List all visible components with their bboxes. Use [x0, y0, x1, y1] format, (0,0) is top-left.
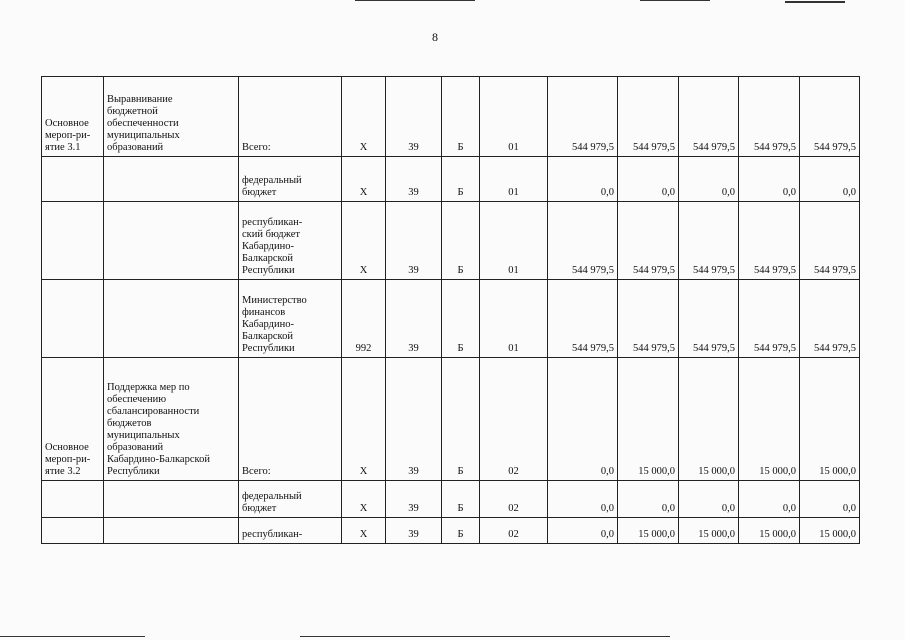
description-line: обеспечению [107, 394, 167, 405]
value-cell-4: 15 000,0 [739, 358, 800, 481]
event-cell [42, 202, 104, 280]
pr-cell: Б [442, 77, 480, 157]
grbs-cell: Х [342, 518, 386, 544]
value-cell-3: 0,0 [679, 481, 739, 518]
grbs-cell: 992 [342, 280, 386, 358]
value-cell-4: 544 979,5 [739, 280, 800, 358]
value-cell-5: 544 979,5 [800, 77, 860, 157]
funding-source-line: республикан- [242, 217, 303, 228]
value-cell-3: 544 979,5 [679, 77, 739, 157]
value-cell-4: 544 979,5 [739, 77, 800, 157]
funding-source-line: бюджет [242, 187, 277, 198]
rz-cell: 39 [386, 518, 442, 544]
grbs-cell: Х [342, 481, 386, 518]
funding-source-line: республикан- [242, 529, 303, 540]
funding-source-line: Республики [242, 343, 295, 354]
description-cell [104, 77, 239, 157]
event-cell [42, 518, 104, 544]
event-cell [42, 481, 104, 518]
value-cell-5: 0,0 [800, 157, 860, 202]
grbs-cell: Х [342, 77, 386, 157]
funding-source-line: ский бюджет [242, 229, 300, 240]
pr-cell: Б [442, 518, 480, 544]
value-cell-1: 0,0 [548, 518, 618, 544]
funding-source-line: Балкарской [242, 331, 293, 342]
description-line: бюджетов [107, 418, 152, 429]
rz-cell: 39 [386, 202, 442, 280]
description-line: муниципальных [107, 130, 180, 141]
value-cell-4: 544 979,5 [739, 202, 800, 280]
funding-source-cell [239, 358, 342, 481]
funding-source-cell [239, 518, 342, 544]
event-line: Основное [45, 442, 89, 453]
funding-source-line: Министерство [242, 295, 307, 306]
value-cell-2: 544 979,5 [618, 202, 679, 280]
grbs-cell: Х [342, 202, 386, 280]
value-cell-2: 544 979,5 [618, 280, 679, 358]
funding-source-line: финансов [242, 307, 286, 318]
pr-cell: Б [442, 481, 480, 518]
budget-table [41, 76, 860, 544]
event-cell [42, 77, 104, 157]
value-cell-3: 0,0 [679, 157, 739, 202]
description-line: Выравнивание [107, 94, 173, 105]
description-line: обеспеченности [107, 118, 179, 129]
scan-line-bottom-right [300, 636, 670, 637]
funding-source-line: федеральный [242, 175, 302, 186]
event-cell [42, 358, 104, 481]
cs-cell: 02 [480, 518, 548, 544]
event-line: ятие 3.2 [45, 466, 81, 477]
pr-cell: Б [442, 202, 480, 280]
cs-cell: 01 [480, 202, 548, 280]
grbs-cell: Х [342, 358, 386, 481]
value-cell-3: 15 000,0 [679, 358, 739, 481]
event-cell [42, 157, 104, 202]
value-cell-2: 544 979,5 [618, 77, 679, 157]
table-row [42, 202, 860, 280]
description-line: сбалансированности [107, 406, 200, 417]
description-cell [104, 280, 239, 358]
value-cell-4: 15 000,0 [739, 518, 800, 544]
description-line: образований [107, 442, 164, 453]
grbs-cell: Х [342, 157, 386, 202]
description-line: Кабардино-Балкарской [107, 454, 210, 465]
description-cell [104, 202, 239, 280]
funding-source-line: Всего: [242, 466, 271, 477]
value-cell-1: 0,0 [548, 481, 618, 518]
table-row [42, 518, 860, 544]
page-number: 8 [432, 30, 438, 44]
value-cell-5: 544 979,5 [800, 202, 860, 280]
rz-cell: 39 [386, 481, 442, 518]
value-cell-1: 0,0 [548, 157, 618, 202]
description-cell [104, 157, 239, 202]
value-cell-2: 15 000,0 [618, 358, 679, 481]
value-cell-2: 0,0 [618, 481, 679, 518]
funding-source-line: Республики [242, 265, 295, 276]
value-cell-1: 0,0 [548, 358, 618, 481]
value-cell-3: 544 979,5 [679, 280, 739, 358]
cs-cell: 01 [480, 157, 548, 202]
pr-cell: Б [442, 157, 480, 202]
funding-source-line: Кабардино- [242, 319, 294, 330]
value-cell-5: 0,0 [800, 481, 860, 518]
scan-line-top-right [785, 1, 845, 3]
scan-line-top-mid [640, 0, 710, 1]
rz-cell: 39 [386, 77, 442, 157]
table-row [42, 280, 860, 358]
funding-source-cell [239, 280, 342, 358]
funding-source-cell [239, 157, 342, 202]
table-row [42, 157, 860, 202]
value-cell-1: 544 979,5 [548, 202, 618, 280]
cs-cell: 02 [480, 358, 548, 481]
event-line: ятие 3.1 [45, 142, 81, 153]
cs-cell: 01 [480, 280, 548, 358]
description-cell [104, 358, 239, 481]
value-cell-5: 15 000,0 [800, 358, 860, 481]
funding-source-cell [239, 77, 342, 157]
value-cell-4: 0,0 [739, 481, 800, 518]
value-cell-5: 15 000,0 [800, 518, 860, 544]
description-cell [104, 481, 239, 518]
value-cell-3: 15 000,0 [679, 518, 739, 544]
table-row [42, 481, 860, 518]
cs-cell: 01 [480, 77, 548, 157]
table-row [42, 77, 860, 157]
funding-source-cell [239, 481, 342, 518]
description-line: бюджетной [107, 106, 158, 117]
funding-source-line: федеральный [242, 491, 302, 502]
funding-source-line: бюджет [242, 503, 277, 514]
scan-line-bottom-left [0, 636, 145, 637]
event-line: Основное [45, 118, 89, 129]
rz-cell: 39 [386, 358, 442, 481]
event-line: мероп-ри- [45, 454, 91, 465]
rz-cell: 39 [386, 280, 442, 358]
funding-source-line: Кабардино- [242, 241, 294, 252]
pr-cell: Б [442, 358, 480, 481]
funding-source-cell [239, 202, 342, 280]
table-body [42, 77, 860, 544]
cs-cell: 02 [480, 481, 548, 518]
value-cell-3: 544 979,5 [679, 202, 739, 280]
value-cell-4: 0,0 [739, 157, 800, 202]
funding-source-line: Балкарской [242, 253, 293, 264]
value-cell-1: 544 979,5 [548, 77, 618, 157]
scan-line-top-left [355, 0, 475, 1]
rz-cell: 39 [386, 157, 442, 202]
description-line: Поддержка мер по [107, 382, 190, 393]
event-line: мероп-ри- [45, 130, 91, 141]
funding-source-line: Всего: [242, 142, 271, 153]
value-cell-5: 544 979,5 [800, 280, 860, 358]
value-cell-2: 0,0 [618, 157, 679, 202]
event-cell [42, 280, 104, 358]
value-cell-2: 15 000,0 [618, 518, 679, 544]
description-cell [104, 518, 239, 544]
value-cell-1: 544 979,5 [548, 280, 618, 358]
description-line: Республики [107, 466, 160, 477]
description-line: муниципальных [107, 430, 180, 441]
description-line: образований [107, 142, 164, 153]
table-row [42, 358, 860, 481]
pr-cell: Б [442, 280, 480, 358]
